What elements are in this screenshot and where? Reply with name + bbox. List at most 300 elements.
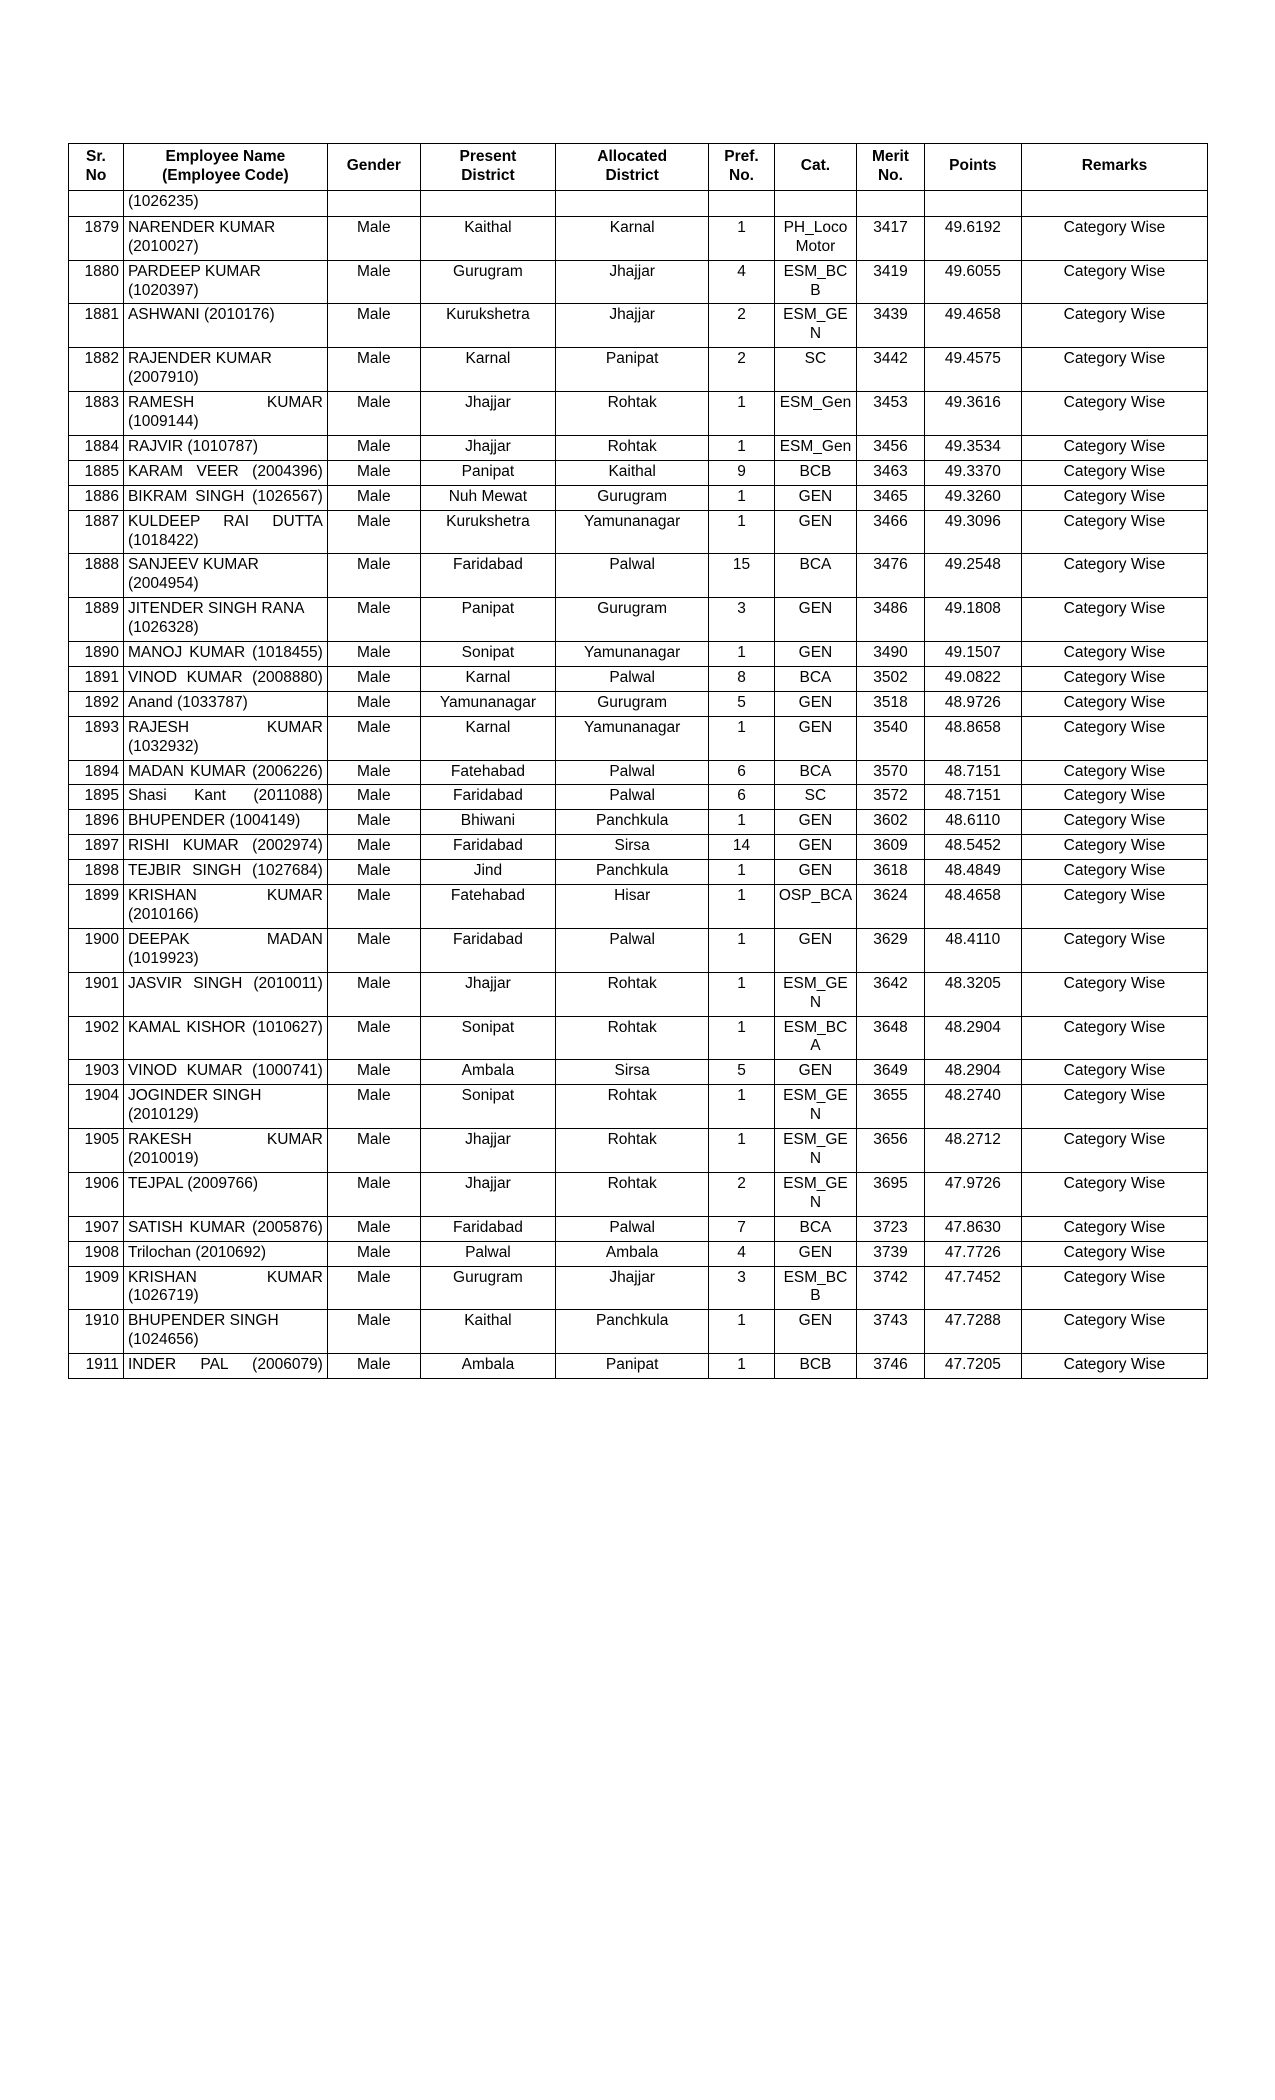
column-header-employee-name-line1: Employee Name — [165, 148, 286, 165]
cell-sr-no: 1908 — [69, 1241, 124, 1266]
cell-allocated-district: Sirsa — [556, 835, 709, 860]
cell-allocated-district: Rohtak — [556, 972, 709, 1016]
cell-remarks: Category Wise — [1021, 1310, 1207, 1354]
cell-employee-name: Trilochan (2010692) — [123, 1241, 327, 1266]
cell-allocated-district: Panchkula — [556, 810, 709, 835]
cell-employee-name: TEJPAL (2009766) — [123, 1172, 327, 1216]
cell-merit-no: 3502 — [857, 666, 925, 691]
cell-sr-no: 1910 — [69, 1310, 124, 1354]
cell-sr-no: 1879 — [69, 216, 124, 260]
table-row — [69, 260, 1208, 304]
cell-employee-name: RAJESH KUMAR (1032932) — [123, 716, 327, 760]
cell-points: 48.4658 — [924, 885, 1021, 929]
cell-sr-no: 1896 — [69, 810, 124, 835]
cell-remarks: Category Wise — [1021, 1216, 1207, 1241]
cell-allocated-district: Yamunanagar — [556, 716, 709, 760]
cell-employee-name: JITENDER SINGH RANA (1026328) — [123, 598, 327, 642]
cell-points: 49.0822 — [924, 666, 1021, 691]
cell-employee-name: RAJVIR (1010787) — [123, 435, 327, 460]
employee-allocation-table — [68, 143, 1208, 1379]
cell-gender: Male — [327, 666, 420, 691]
cell-points: 48.2712 — [924, 1129, 1021, 1173]
table-row — [69, 928, 1208, 972]
table-row — [69, 460, 1208, 485]
cell-present-district: Sonipat — [420, 642, 555, 667]
cell-employee-name: KULDEEP RAI DUTTA (1018422) — [123, 510, 327, 554]
cell-remarks: Category Wise — [1021, 1172, 1207, 1216]
cell-points: 48.9726 — [924, 691, 1021, 716]
cell-merit-no: 3419 — [857, 260, 925, 304]
cell-remarks — [1021, 190, 1207, 216]
cell-cat: GEN — [774, 1060, 856, 1085]
cell-gender: Male — [327, 1129, 420, 1173]
cell-merit-no: 3742 — [857, 1266, 925, 1310]
cell-remarks: Category Wise — [1021, 1129, 1207, 1173]
cell-points: 49.3370 — [924, 460, 1021, 485]
cell-present-district: Kaithal — [420, 1310, 555, 1354]
cell-sr-no: 1893 — [69, 716, 124, 760]
cell-points: 49.3096 — [924, 510, 1021, 554]
cell-pref-no: 9 — [709, 460, 775, 485]
cell-gender: Male — [327, 485, 420, 510]
cell-remarks: Category Wise — [1021, 348, 1207, 392]
cell-merit-no: 3439 — [857, 304, 925, 348]
cell-employee-name: ASHWANI (2010176) — [123, 304, 327, 348]
cell-present-district: Bhiwani — [420, 810, 555, 835]
cell-merit-no: 3624 — [857, 885, 925, 929]
cell-allocated-district: Ambala — [556, 1241, 709, 1266]
cell-allocated-district: Rohtak — [556, 392, 709, 436]
cell-allocated-district: Palwal — [556, 785, 709, 810]
cell-merit-no: 3572 — [857, 785, 925, 810]
cell-allocated-district: Rohtak — [556, 1016, 709, 1060]
column-header-pref-no-line2: No. — [729, 166, 754, 184]
cell-employee-name: MANOJ KUMAR (1018455) — [123, 642, 327, 667]
table-row — [69, 972, 1208, 1016]
cell-cat: ESM_GEN — [774, 1172, 856, 1216]
cell-cat: BCA — [774, 1216, 856, 1241]
cell-present-district: Sonipat — [420, 1016, 555, 1060]
cell-gender: Male — [327, 928, 420, 972]
cell-employee-name: RAKESH KUMAR (2010019) — [123, 1129, 327, 1173]
cell-sr-no: 1911 — [69, 1354, 124, 1379]
cell-allocated-district: Palwal — [556, 666, 709, 691]
cell-gender: Male — [327, 1310, 420, 1354]
cell-merit-no: 3746 — [857, 1354, 925, 1379]
table-row — [69, 810, 1208, 835]
cell-cat: ESM_GEN — [774, 972, 856, 1016]
cell-sr-no: 1895 — [69, 785, 124, 810]
cell-present-district: Fatehabad — [420, 885, 555, 929]
cell-merit-no: 3456 — [857, 435, 925, 460]
cell-remarks: Category Wise — [1021, 972, 1207, 1016]
cell-pref-no: 1 — [709, 1310, 775, 1354]
column-header-remarks: Remarks — [1021, 144, 1207, 191]
column-header-allocated-district — [556, 144, 709, 191]
cell-employee-name: MADAN KUMAR (2006226) — [123, 760, 327, 785]
cell-merit-no: 3655 — [857, 1085, 925, 1129]
table-row-carryover — [69, 190, 1208, 216]
table-row — [69, 510, 1208, 554]
cell-present-district: Gurugram — [420, 260, 555, 304]
cell-present-district: Palwal — [420, 1241, 555, 1266]
cell-sr-no: 1881 — [69, 304, 124, 348]
table-row — [69, 554, 1208, 598]
cell-merit-no: 3490 — [857, 642, 925, 667]
cell-sr-no: 1903 — [69, 1060, 124, 1085]
cell-allocated-district: Rohtak — [556, 1085, 709, 1129]
cell-pref-no: 1 — [709, 972, 775, 1016]
cell-points: 49.1808 — [924, 598, 1021, 642]
cell-pref-no: 1 — [709, 1129, 775, 1173]
cell-employee-name: BIKRAM SINGH (1026567) — [123, 485, 327, 510]
cell-sr-no: 1898 — [69, 860, 124, 885]
cell-employee-name: (1026235) — [123, 190, 327, 216]
cell-present-district: Kaithal — [420, 216, 555, 260]
cell-points: 47.7205 — [924, 1354, 1021, 1379]
cell-present-district: Jhajjar — [420, 435, 555, 460]
cell-present-district: Nuh Mewat — [420, 485, 555, 510]
cell-merit-no: 3486 — [857, 598, 925, 642]
column-header-allocated-district-line2: District — [605, 166, 659, 184]
cell-allocated-district: Jhajjar — [556, 260, 709, 304]
cell-employee-name: SANJEEV KUMAR (2004954) — [123, 554, 327, 598]
cell-cat: BCA — [774, 760, 856, 785]
cell-present-district: Faridabad — [420, 554, 555, 598]
cell-points: 48.2904 — [924, 1060, 1021, 1085]
cell-allocated-district: Rohtak — [556, 435, 709, 460]
table-body — [69, 190, 1208, 1378]
cell-employee-name: VINOD KUMAR (2008880) — [123, 666, 327, 691]
cell-sr-no: 1906 — [69, 1172, 124, 1216]
cell-sr-no: 1900 — [69, 928, 124, 972]
cell-remarks: Category Wise — [1021, 928, 1207, 972]
cell-merit-no: 3656 — [857, 1129, 925, 1173]
cell-points: 49.2548 — [924, 554, 1021, 598]
cell-sr-no: 1904 — [69, 1085, 124, 1129]
cell-merit-no: 3648 — [857, 1016, 925, 1060]
cell-employee-name: INDER PAL (2006079) — [123, 1354, 327, 1379]
column-header-present-district-line2: District — [461, 166, 515, 184]
cell-gender: Male — [327, 1266, 420, 1310]
cell-remarks: Category Wise — [1021, 1241, 1207, 1266]
cell-remarks: Category Wise — [1021, 716, 1207, 760]
cell-allocated-district: Rohtak — [556, 1172, 709, 1216]
table-row — [69, 1016, 1208, 1060]
table-row — [69, 1172, 1208, 1216]
cell-remarks: Category Wise — [1021, 1016, 1207, 1060]
table-row — [69, 1129, 1208, 1173]
cell-pref-no: 5 — [709, 691, 775, 716]
cell-gender: Male — [327, 785, 420, 810]
cell-pref-no: 1 — [709, 216, 775, 260]
cell-gender: Male — [327, 1172, 420, 1216]
cell-merit-no: 3723 — [857, 1216, 925, 1241]
cell-pref-no: 2 — [709, 304, 775, 348]
cell-allocated-district: Palwal — [556, 554, 709, 598]
cell-employee-name: SATISH KUMAR (2005876) — [123, 1216, 327, 1241]
cell-cat: OSP_BCA — [774, 885, 856, 929]
cell-gender — [327, 190, 420, 216]
cell-allocated-district: Rohtak — [556, 1129, 709, 1173]
cell-employee-name: KRISHAN KUMAR (2010166) — [123, 885, 327, 929]
cell-remarks: Category Wise — [1021, 216, 1207, 260]
cell-pref-no: 6 — [709, 760, 775, 785]
cell-gender: Male — [327, 598, 420, 642]
cell-gender: Male — [327, 392, 420, 436]
cell-present-district: Yamunanagar — [420, 691, 555, 716]
cell-cat: ESM_GEN — [774, 304, 856, 348]
cell-gender: Male — [327, 972, 420, 1016]
cell-points: 47.7726 — [924, 1241, 1021, 1266]
cell-remarks: Category Wise — [1021, 810, 1207, 835]
table-row — [69, 485, 1208, 510]
cell-points: 47.7288 — [924, 1310, 1021, 1354]
cell-pref-no: 1 — [709, 485, 775, 510]
cell-allocated-district: Yamunanagar — [556, 510, 709, 554]
cell-gender: Male — [327, 860, 420, 885]
table-row — [69, 860, 1208, 885]
table-row — [69, 1310, 1208, 1354]
cell-pref-no: 1 — [709, 860, 775, 885]
cell-sr-no: 1888 — [69, 554, 124, 598]
table-row — [69, 348, 1208, 392]
cell-merit-no: 3466 — [857, 510, 925, 554]
cell-merit-no: 3570 — [857, 760, 925, 785]
cell-allocated-district: Panchkula — [556, 860, 709, 885]
cell-present-district: Ambala — [420, 1060, 555, 1085]
cell-cat: GEN — [774, 1310, 856, 1354]
cell-merit-no: 3417 — [857, 216, 925, 260]
cell-employee-name: VINOD KUMAR (1000741) — [123, 1060, 327, 1085]
cell-allocated-district: Kaithal — [556, 460, 709, 485]
cell-allocated-district: Gurugram — [556, 598, 709, 642]
cell-cat: PH_Loco Motor — [774, 216, 856, 260]
cell-gender: Male — [327, 435, 420, 460]
cell-present-district: Jhajjar — [420, 1172, 555, 1216]
table-row — [69, 304, 1208, 348]
cell-points: 48.3205 — [924, 972, 1021, 1016]
cell-points: 49.1507 — [924, 642, 1021, 667]
cell-pref-no: 1 — [709, 885, 775, 929]
cell-present-district: Jhajjar — [420, 1129, 555, 1173]
cell-gender: Male — [327, 1241, 420, 1266]
cell-sr-no: 1894 — [69, 760, 124, 785]
cell-gender: Male — [327, 642, 420, 667]
cell-cat: GEN — [774, 716, 856, 760]
cell-pref-no: 1 — [709, 642, 775, 667]
cell-points: 48.2740 — [924, 1085, 1021, 1129]
cell-present-district: Fatehabad — [420, 760, 555, 785]
cell-remarks: Category Wise — [1021, 691, 1207, 716]
cell-gender: Male — [327, 1216, 420, 1241]
cell-remarks: Category Wise — [1021, 642, 1207, 667]
table-row — [69, 392, 1208, 436]
cell-pref-no: 7 — [709, 1216, 775, 1241]
column-header-present-district-line1: Present — [459, 148, 517, 165]
cell-allocated-district: Panipat — [556, 348, 709, 392]
column-header-allocated-district-line1: Allocated — [597, 148, 668, 165]
cell-points: 48.8658 — [924, 716, 1021, 760]
cell-present-district: Karnal — [420, 348, 555, 392]
cell-points: 48.4110 — [924, 928, 1021, 972]
cell-points: 49.3616 — [924, 392, 1021, 436]
cell-merit-no: 3629 — [857, 928, 925, 972]
cell-cat: BCA — [774, 554, 856, 598]
cell-employee-name: BHUPENDER SINGH (1024656) — [123, 1310, 327, 1354]
cell-cat: BCA — [774, 666, 856, 691]
cell-employee-name: Anand (1033787) — [123, 691, 327, 716]
cell-points: 49.3534 — [924, 435, 1021, 460]
cell-allocated-district: Palwal — [556, 928, 709, 972]
cell-employee-name: TEJBIR SINGH (1027684) — [123, 860, 327, 885]
cell-merit-no: 3540 — [857, 716, 925, 760]
cell-cat: GEN — [774, 835, 856, 860]
cell-present-district: Jind — [420, 860, 555, 885]
cell-allocated-district: Panchkula — [556, 1310, 709, 1354]
cell-present-district: Gurugram — [420, 1266, 555, 1310]
cell-sr-no: 1905 — [69, 1129, 124, 1173]
cell-sr-no: 1909 — [69, 1266, 124, 1310]
cell-pref-no: 1 — [709, 392, 775, 436]
column-header-merit-no — [857, 144, 925, 191]
cell-allocated-district — [556, 190, 709, 216]
cell-pref-no: 4 — [709, 260, 775, 304]
cell-remarks: Category Wise — [1021, 785, 1207, 810]
column-header-points: Points — [924, 144, 1021, 191]
cell-allocated-district: Hisar — [556, 885, 709, 929]
cell-points: 49.4575 — [924, 348, 1021, 392]
cell-present-district: Faridabad — [420, 785, 555, 810]
cell-points — [924, 190, 1021, 216]
table-row — [69, 835, 1208, 860]
table-row — [69, 1266, 1208, 1310]
cell-employee-name: RISHI KUMAR (2002974) — [123, 835, 327, 860]
cell-allocated-district: Panipat — [556, 1354, 709, 1379]
column-header-pref-no — [709, 144, 775, 191]
table-row — [69, 1354, 1208, 1379]
cell-gender: Male — [327, 304, 420, 348]
cell-cat: ESM_Gen — [774, 392, 856, 436]
cell-employee-name: BHUPENDER (1004149) — [123, 810, 327, 835]
cell-gender: Male — [327, 216, 420, 260]
cell-merit-no — [857, 190, 925, 216]
cell-sr-no: 1885 — [69, 460, 124, 485]
cell-gender: Male — [327, 835, 420, 860]
cell-gender: Male — [327, 810, 420, 835]
cell-gender: Male — [327, 1016, 420, 1060]
cell-allocated-district: Sirsa — [556, 1060, 709, 1085]
cell-gender: Male — [327, 716, 420, 760]
cell-points: 48.7151 — [924, 785, 1021, 810]
cell-cat: GEN — [774, 810, 856, 835]
table-row — [69, 216, 1208, 260]
column-header-sr-no-line1: Sr. — [86, 148, 106, 165]
cell-pref-no: 1 — [709, 435, 775, 460]
cell-pref-no: 14 — [709, 835, 775, 860]
cell-employee-name: DEEPAK MADAN (1019923) — [123, 928, 327, 972]
cell-merit-no: 3463 — [857, 460, 925, 485]
cell-cat: ESM_BCB — [774, 1266, 856, 1310]
column-header-pref-no-line1: Pref. — [724, 148, 759, 165]
column-header-employee-name-line2: (Employee Code) — [162, 166, 289, 184]
cell-sr-no: 1902 — [69, 1016, 124, 1060]
cell-cat: BCB — [774, 460, 856, 485]
cell-allocated-district: Gurugram — [556, 691, 709, 716]
cell-sr-no: 1890 — [69, 642, 124, 667]
cell-sr-no: 1886 — [69, 485, 124, 510]
cell-allocated-district: Yamunanagar — [556, 642, 709, 667]
cell-cat: ESM_Gen — [774, 435, 856, 460]
cell-allocated-district: Jhajjar — [556, 1266, 709, 1310]
cell-points: 47.7452 — [924, 1266, 1021, 1310]
cell-present-district: Ambala — [420, 1354, 555, 1379]
cell-pref-no: 2 — [709, 348, 775, 392]
cell-cat: GEN — [774, 510, 856, 554]
cell-present-district: Sonipat — [420, 1085, 555, 1129]
table-row — [69, 716, 1208, 760]
cell-allocated-district: Palwal — [556, 760, 709, 785]
cell-remarks: Category Wise — [1021, 885, 1207, 929]
table-row — [69, 435, 1208, 460]
cell-remarks: Category Wise — [1021, 860, 1207, 885]
cell-present-district: Karnal — [420, 716, 555, 760]
cell-cat: GEN — [774, 1241, 856, 1266]
cell-sr-no: 1882 — [69, 348, 124, 392]
cell-pref-no: 1 — [709, 716, 775, 760]
cell-pref-no: 8 — [709, 666, 775, 691]
cell-present-district: Kurukshetra — [420, 510, 555, 554]
cell-gender: Male — [327, 510, 420, 554]
table-row — [69, 666, 1208, 691]
table-row — [69, 760, 1208, 785]
cell-pref-no: 1 — [709, 810, 775, 835]
cell-merit-no: 3476 — [857, 554, 925, 598]
cell-remarks: Category Wise — [1021, 1060, 1207, 1085]
cell-cat: SC — [774, 348, 856, 392]
cell-sr-no: 1907 — [69, 1216, 124, 1241]
cell-employee-name: Shasi Kant (2011088) — [123, 785, 327, 810]
cell-merit-no: 3649 — [857, 1060, 925, 1085]
cell-gender: Male — [327, 260, 420, 304]
cell-merit-no: 3442 — [857, 348, 925, 392]
cell-points: 48.5452 — [924, 835, 1021, 860]
cell-merit-no: 3602 — [857, 810, 925, 835]
table-row — [69, 1085, 1208, 1129]
cell-pref-no: 6 — [709, 785, 775, 810]
column-header-present-district — [420, 144, 555, 191]
table-row — [69, 1216, 1208, 1241]
cell-pref-no: 1 — [709, 1085, 775, 1129]
cell-pref-no: 3 — [709, 1266, 775, 1310]
cell-present-district: Jhajjar — [420, 972, 555, 1016]
table-row — [69, 1241, 1208, 1266]
table-header — [69, 144, 1208, 191]
table-row — [69, 642, 1208, 667]
cell-remarks: Category Wise — [1021, 1085, 1207, 1129]
cell-allocated-district: Jhajjar — [556, 304, 709, 348]
cell-cat: ESM_BCB — [774, 260, 856, 304]
cell-sr-no — [69, 190, 124, 216]
cell-employee-name: PARDEEP KUMAR (1020397) — [123, 260, 327, 304]
column-header-cat: Cat. — [774, 144, 856, 191]
cell-sr-no: 1884 — [69, 435, 124, 460]
cell-remarks: Category Wise — [1021, 510, 1207, 554]
cell-points: 47.9726 — [924, 1172, 1021, 1216]
cell-gender: Male — [327, 1060, 420, 1085]
table-row — [69, 785, 1208, 810]
cell-merit-no: 3465 — [857, 485, 925, 510]
